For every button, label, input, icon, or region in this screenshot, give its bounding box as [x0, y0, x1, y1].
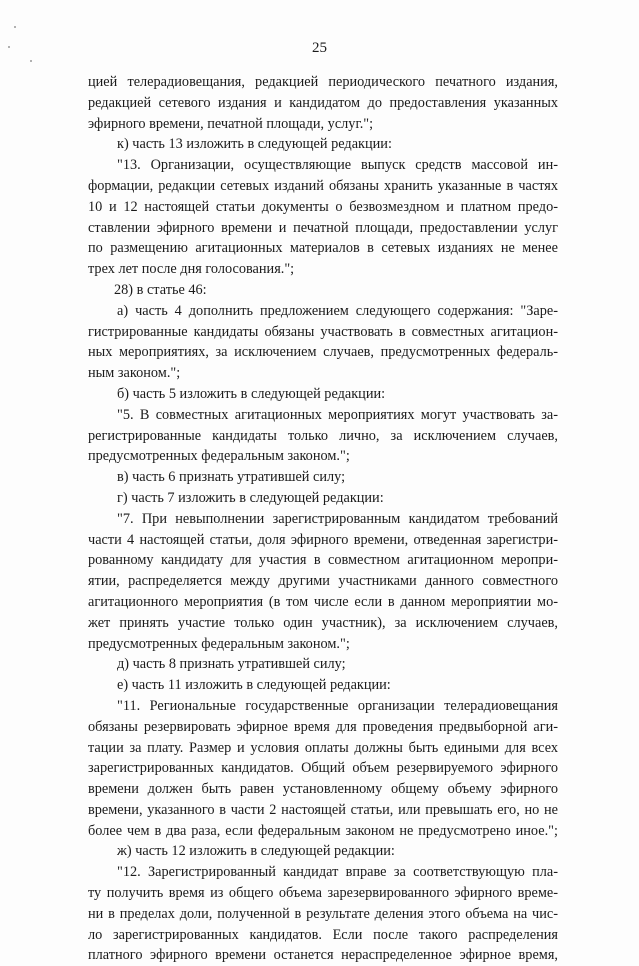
text-line: цией телерадиовещания, редакцией периодического печатного издания,: [88, 74, 558, 90]
text-line: ставлении эфирного времени и печатной площади, предоставлении услуг: [88, 219, 558, 236]
text-line: б) часть 5 изложить в следующей редакции:: [117, 385, 386, 402]
text-line: гистрированные кандидаты обязаны участвовать в совместных агитацион-: [88, 323, 558, 340]
text-line: агитационного мероприятия (в том числе если в данном мероприятии мо-: [88, 593, 558, 610]
text-line: к) часть 13 изложить в следующей редакции:: [117, 136, 392, 153]
text-line: а) часть 4 дополнить предложением следующего содержания: "Заре-: [117, 302, 558, 319]
document-body: [88, 72, 558, 966]
text-line: ту получить время из общего объема зарезервированного эфирного време-: [88, 885, 558, 902]
text-line: по размещению агитационных материалов в сетевых изданиях не менее: [88, 240, 558, 257]
text-line: г) часть 7 изложить в следующей редакции:: [117, 489, 384, 506]
text-line: формации, редакции сетевых изданий обязаны хранить указанные в частях: [88, 177, 558, 194]
text-line: ным законом.";: [88, 365, 181, 382]
text-line: более чем в два раза, если федеральным законом не предусмотрено иное.";: [88, 822, 558, 839]
text-line: "13. Организации, осуществляющие выпуск средств массовой ин-: [117, 157, 558, 174]
text-line: тации за плату. Размер и условия оплаты должны быть едиными для всех: [88, 739, 558, 756]
text-line: в) часть 6 признать утратившей силу;: [117, 469, 346, 486]
text-line: ятии, распределяется между другими участниками данного совместного: [88, 573, 558, 590]
scan-speck: [30, 60, 32, 62]
text-line: ных мероприятиях, за исключением случаев, предусмотренных федераль-: [88, 344, 558, 361]
text-line: редакцией сетевого издания и кандидатом до предоставления указанных: [88, 94, 558, 111]
text-line: "12. Зарегистрированный кандидат вправе за соответствующую пла-: [117, 864, 558, 881]
text-line: "7. При невыполнении зарегистрированным кандидатом требований: [117, 510, 558, 527]
text-line: д) часть 8 признать утратившей силу;: [117, 656, 346, 673]
text-line: времени должен быть равен установленному общему объему эфирного: [88, 781, 558, 798]
text-line: регистрированные кандидаты только лично, за исключением случаев,: [88, 427, 558, 444]
text-line: предусмотренных федеральным законом.";: [88, 635, 350, 652]
text-line: обязаны резервировать эфирное время для проведения предвыборной аги-: [88, 718, 558, 735]
text-line: платного эфирного времени останется нераспределенное эфирное время,: [88, 947, 558, 964]
text-line: е) часть 11 изложить в следующей редакции:: [117, 677, 391, 694]
text-line: предусмотренных федеральным законом.";: [88, 448, 350, 465]
text-line: "11. Региональные государственные организации телерадиовещания: [117, 697, 558, 714]
text-line: 28) в статье 46:: [114, 281, 207, 298]
text-line: трех лет после дня голосования.";: [88, 261, 295, 278]
text-line: 10 и 12 настоящей статьи документы о безвозмездном и платном предо-: [88, 198, 558, 215]
text-line: времени, указанного в части 2 настоящей статьи, или превышать его, но не: [88, 801, 558, 818]
text-line: рованному кандидату для участия в совместном агитационном меропри-: [88, 552, 558, 569]
text-line: жет принять участие только один участник), за исключением случаев,: [88, 614, 558, 631]
page-number: 25: [312, 40, 327, 56]
text-line: ни в пределах доли, полученной в результате деления этого объема на чис-: [88, 905, 558, 922]
text-line: "5. В совместных агитационных мероприятиях могут участвовать за-: [117, 406, 558, 423]
text-line: ж) часть 12 изложить в следующей редакции:: [117, 843, 395, 860]
text-line: части 4 настоящей статьи, доля эфирного времени, отведенная зарегистри-: [88, 531, 558, 548]
text-line: зарегистрированных кандидатов. Общий объем резервируемого эфирного: [88, 760, 558, 777]
text-line: эфирного времени, печатной площади, услуг.";: [88, 115, 374, 132]
scan-speck: [14, 26, 16, 28]
text-line: ло зарегистрированных кандидатов. Если после такого распределения: [88, 926, 558, 943]
